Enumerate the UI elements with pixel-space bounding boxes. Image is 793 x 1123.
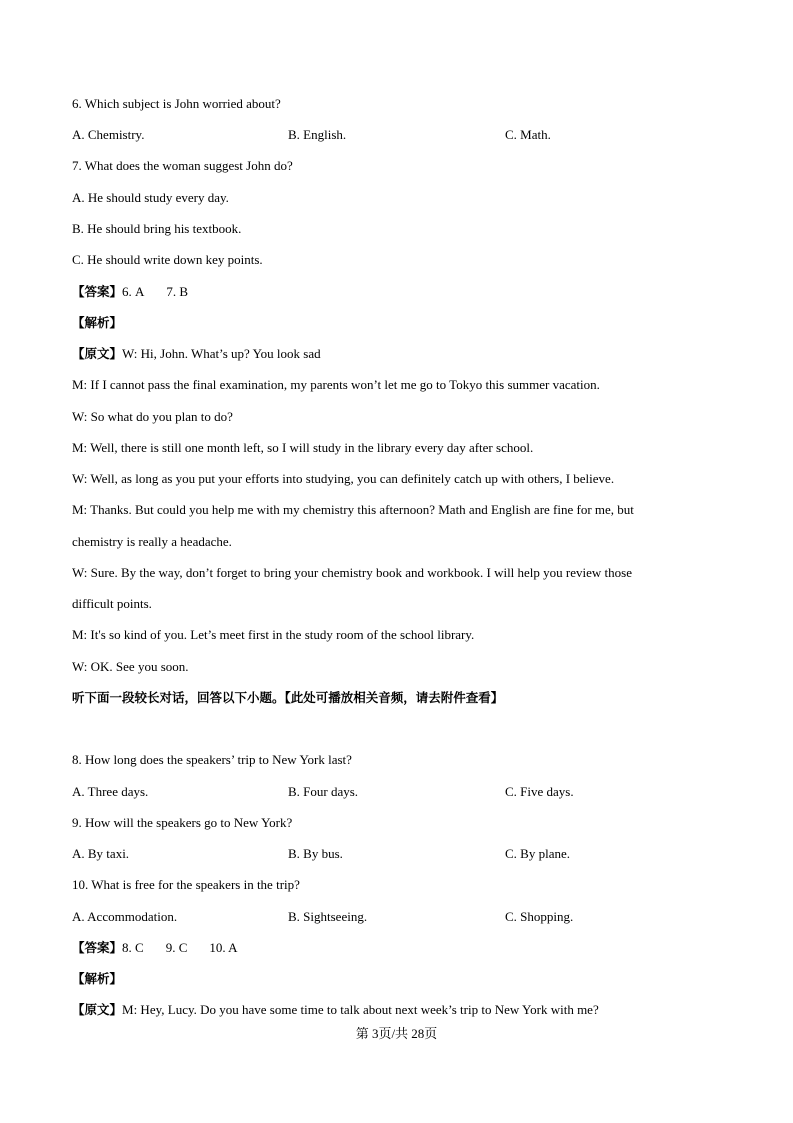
q10-option-b: B. Sightseeing. xyxy=(288,909,368,924)
question-9: 9. How will the speakers go to New York? xyxy=(72,815,293,830)
answer-line-1 xyxy=(72,284,188,300)
listening-instruction: 听下面一段较长对话，回答以下小题。【此处可播放相关音频，请去附件查看】 xyxy=(72,690,504,705)
transcript-line: M: If I cannot pass the final examination, my parents won’t let me go to Tokyo this summer vacation. xyxy=(72,377,600,392)
transcript-line: W: So what do you plan to do? xyxy=(72,409,233,424)
q6-option-c: C. Math. xyxy=(505,127,551,142)
answer-value: 7. B xyxy=(166,284,189,299)
question-8: 8. How long does the speakers’ trip to New York last? xyxy=(72,752,352,767)
q8-option-a: A. Three days. xyxy=(72,784,149,799)
answer-value: 9. C xyxy=(165,940,188,955)
q6-option-a: A. Chemistry. xyxy=(72,127,145,142)
analysis-label: 【解析】 xyxy=(72,315,123,330)
q8-option-c: C. Five days. xyxy=(505,784,574,799)
transcript-text: M: Hey, Lucy. Do you have some time to talk about next week’s trip to New York with me? xyxy=(122,1002,599,1017)
q9-option-b: B. By bus. xyxy=(288,846,343,861)
question-7: 7. What does the woman suggest John do? xyxy=(72,158,293,173)
analysis-label: 【解析】 xyxy=(72,971,123,986)
q8-option-b: B. Four days. xyxy=(288,784,359,799)
q7-option-c: C. He should write down key points. xyxy=(72,252,263,267)
transcript-line: M: Well, there is still one month left, so I will study in the library every day after school. xyxy=(72,440,534,455)
answer-value: 10. A xyxy=(209,940,238,955)
q10-option-c: C. Shopping. xyxy=(505,909,574,924)
transcript-line: W: OK. See you soon. xyxy=(72,659,189,674)
q7-option-a: A. He should study every day. xyxy=(72,190,229,205)
q7-option-b: B. He should bring his textbook. xyxy=(72,221,242,236)
q10-option-a: A. Accommodation. xyxy=(72,909,178,924)
transcript-line xyxy=(72,1002,599,1018)
transcript-line: chemistry is really a headache. xyxy=(72,534,232,549)
transcript-line xyxy=(72,346,321,362)
question-10: 10. What is free for the speakers in the trip? xyxy=(72,877,300,892)
question-6: 6. Which subject is John worried about? xyxy=(72,96,281,111)
original-label: 【原文】 xyxy=(72,1002,123,1017)
q6-option-b: B. English. xyxy=(288,127,347,142)
transcript-text: W: Hi, John. What’s up? You look sad xyxy=(122,346,321,361)
answer-line-2 xyxy=(72,940,238,956)
transcript-line: difficult points. xyxy=(72,596,152,611)
answer-value: 6. A xyxy=(122,284,145,299)
answer-label: 【答案】 xyxy=(72,940,123,955)
q9-option-a: A. By taxi. xyxy=(72,846,130,861)
transcript-line: W: Well, as long as you put your efforts into studying, you can definitely catch up with others, I believe. xyxy=(72,471,615,486)
answer-value: 8. C xyxy=(122,940,144,955)
q9-option-c: C. By plane. xyxy=(505,846,570,861)
transcript-line: M: It's so kind of you. Let’s meet first in the study room of the school library. xyxy=(72,627,475,642)
transcript-line: W: Sure. By the way, don’t forget to bring your chemistry book and workbook. I will help you review those xyxy=(72,565,632,580)
original-label: 【原文】 xyxy=(72,346,123,361)
answer-label: 【答案】 xyxy=(72,284,123,299)
page-footer: 第 3页/共 28页 xyxy=(355,1026,438,1041)
transcript-line: M: Thanks. But could you help me with my chemistry this afternoon? Math and English are fine for me, but xyxy=(72,502,634,517)
